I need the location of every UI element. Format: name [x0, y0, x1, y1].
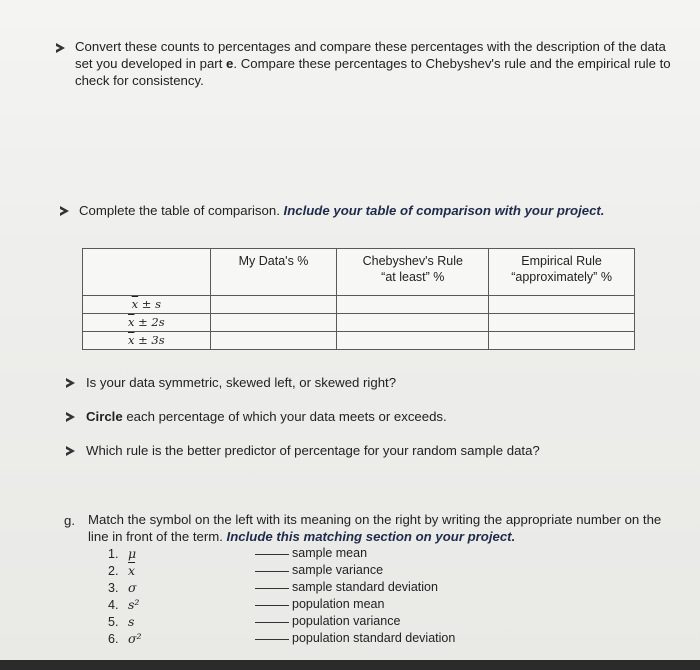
table-cell-input[interactable]	[210, 332, 337, 350]
table-cell-input[interactable]	[337, 314, 489, 332]
header-empirical: Empirical Rule	[521, 254, 602, 268]
meaning-item: population standard deviation	[255, 630, 455, 647]
arrow-bullet-icon	[66, 378, 75, 388]
table-cell-input[interactable]	[210, 296, 337, 314]
instruction-line: set you developed in part	[75, 56, 223, 71]
table-cell-input[interactable]	[489, 314, 635, 332]
answer-blank[interactable]	[255, 639, 289, 640]
header-empirical-sub: “approximately” %	[511, 270, 612, 284]
arrow-bullet-icon	[66, 446, 75, 456]
table-header-cell	[83, 249, 211, 296]
meaning-item: population mean	[255, 596, 455, 613]
matching-emphasis: Include this matching section on your project.	[226, 529, 516, 544]
symbol-item: 4. s²	[108, 597, 140, 612]
symbol-item: 5. s	[108, 614, 135, 629]
interval-label: $\overline{x} \pm s$	[83, 296, 211, 314]
symbol-item: 3. σ	[108, 580, 137, 595]
meaning-item: sample standard deviation	[255, 579, 455, 596]
table-header-cell	[210, 249, 337, 296]
symbol-list	[108, 545, 142, 647]
table-header-cell	[489, 249, 635, 296]
convert-instructions	[75, 38, 685, 89]
table-header-cell	[337, 249, 489, 296]
answer-blank[interactable]	[255, 571, 289, 572]
table-cell-input[interactable]	[489, 332, 635, 350]
meaning-list	[255, 545, 455, 647]
arrow-bullet-icon	[66, 412, 75, 422]
question-better-rule: Which rule is the better predictor of percentage for your random sample data?	[86, 443, 540, 458]
section-letter: g.	[64, 513, 75, 528]
bottom-edge	[0, 660, 700, 670]
arrow-bullet-icon	[60, 206, 69, 216]
meaning-item: sample variance	[255, 562, 455, 579]
symbol-item: 1. μ	[108, 546, 137, 561]
part-reference: e	[226, 56, 234, 71]
answer-blank[interactable]	[255, 588, 289, 589]
instruction-line: Convert these counts to percentages and compare these percentages with the description of the data	[75, 39, 666, 54]
answer-blank[interactable]	[255, 622, 289, 623]
table-row	[83, 314, 635, 332]
comparison-table	[82, 248, 635, 350]
instruction-line: . Compare these percentages to Chebyshev's rule and the empirical rule to	[233, 56, 671, 71]
interval-label: $\overline{x} \pm 2s$	[83, 314, 211, 332]
symbol-item: 2. $\overline{x}$	[108, 563, 136, 578]
instruction-emphasis: Include your table of comparison with your project.	[283, 203, 605, 218]
header-my-data: My Data's %	[238, 254, 309, 268]
table-header-row	[83, 249, 635, 296]
table-row	[83, 296, 635, 314]
interval-label: $\overline{x} \pm 3s$	[83, 332, 211, 350]
instruction-text: Complete the table of comparison.	[79, 203, 280, 218]
arrow-bullet-icon	[56, 43, 65, 53]
table-row	[83, 332, 635, 350]
meaning-item: population variance	[255, 613, 455, 630]
table-instructions	[79, 202, 679, 219]
table-cell-input[interactable]	[337, 332, 489, 350]
meaning-item: sample mean	[255, 545, 455, 562]
table-cell-input[interactable]	[489, 296, 635, 314]
answer-blank[interactable]	[255, 605, 289, 606]
question-symmetry: Is your data symmetric, skewed left, or skewed right?	[86, 375, 397, 390]
question-circle: Circle each percentage of which your data meets or exceeds.	[86, 409, 447, 424]
symbol-item: 6. σ²	[108, 631, 142, 646]
answer-blank[interactable]	[255, 554, 289, 555]
table-cell-input[interactable]	[337, 296, 489, 314]
instruction-line: check for consistency.	[75, 73, 204, 88]
matching-instructions: Match the symbol on the left with its meaning on the right by writing the appropriate number on the line in front of the term. Include this matching section on your project.	[88, 512, 662, 544]
header-chebyshev: Chebyshev's Rule	[362, 254, 463, 268]
table-cell-input[interactable]	[210, 314, 337, 332]
header-chebyshev-sub: “at least” %	[381, 270, 445, 284]
